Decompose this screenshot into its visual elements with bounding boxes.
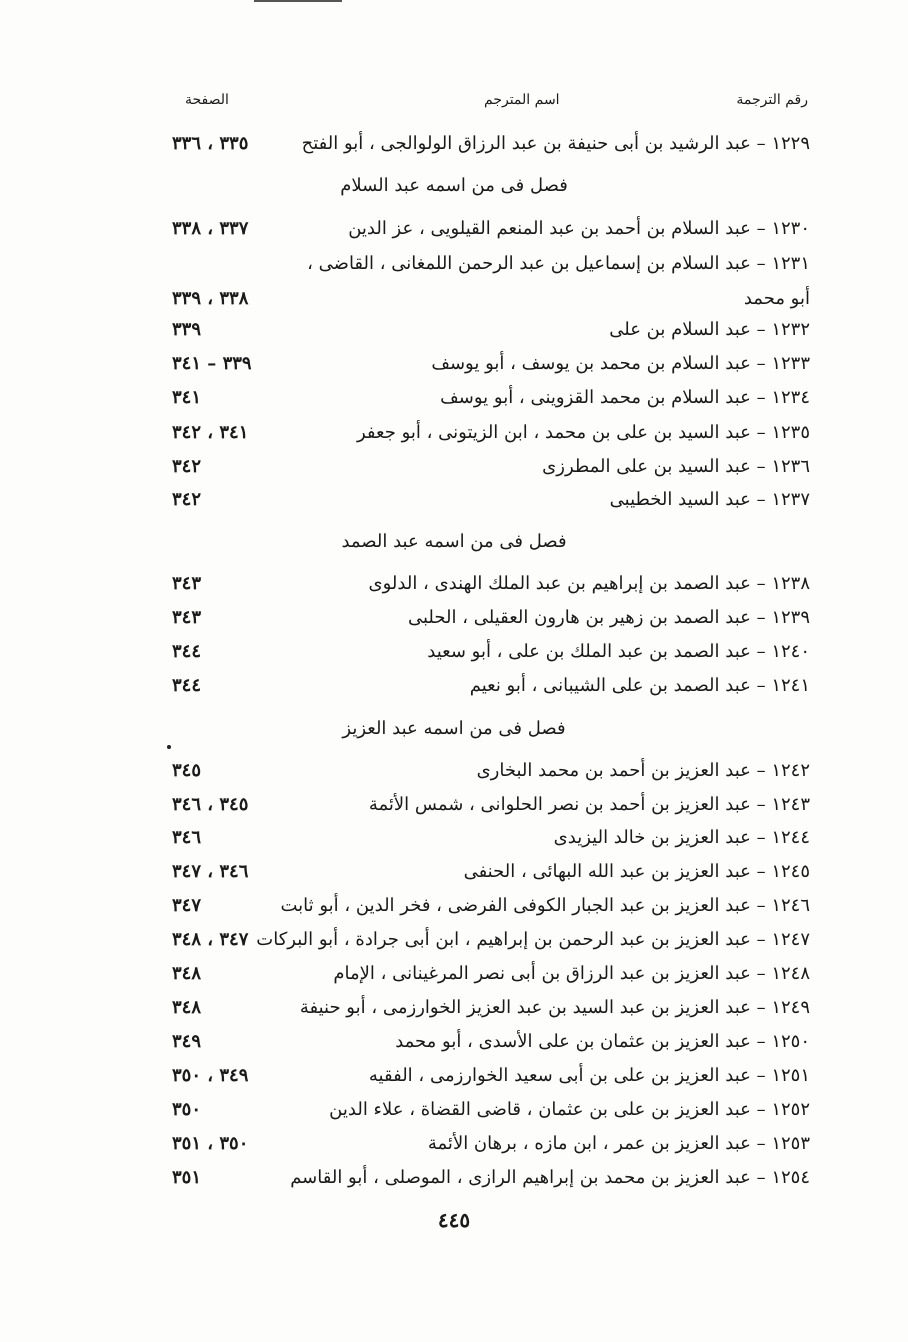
index-entry	[0, 314, 908, 346]
page-header: الصفحة	[185, 92, 229, 108]
index-entry	[0, 283, 908, 315]
index-entry	[0, 128, 908, 160]
entry-pages: ٣٤٤	[172, 641, 202, 662]
entry-pages: ٣٥١	[172, 1167, 202, 1188]
entry-name: ١٢٣٨ – عبد الصمد بن إبراهيم بن عبد الملك الهندى ، الدلوى	[368, 573, 810, 594]
entry-name: ١٢٤٥ – عبد العزيز بن عبد الله البهائى ، الحنفى	[463, 861, 810, 882]
ink-speck	[167, 745, 171, 749]
entry-name: ١٢٣٩ – عبد الصمد بن زهير بن هارون العقيلى ، الحلبى	[408, 607, 810, 628]
index-entry	[0, 602, 908, 634]
section-heading: فصل فى من اسمه عبد السلام	[340, 175, 568, 196]
index-entry	[0, 670, 908, 702]
index-entry	[0, 1162, 908, 1194]
entry-name: ١٢٢٩ – عبد الرشيد بن أبى حنيفة بن عبد الرزاق الولوالجى ، أبو الفتح	[301, 133, 810, 154]
index-entry	[0, 992, 908, 1024]
entry-name: أبو محمد	[743, 288, 810, 309]
entry-pages: ٣٤٢	[172, 456, 202, 477]
index-entry	[0, 789, 908, 821]
entry-pages: ٣٤٦	[172, 827, 202, 848]
entry-pages: ٣٣٨ ، ٣٣٩	[172, 288, 249, 309]
entry-name: ١٢٤٦ – عبد العزيز بن عبد الجبار الكوفى الفرضى ، فخر الدين ، أبو ثابت	[280, 895, 810, 916]
index-entry	[0, 636, 908, 668]
entry-pages: ٣٤٨	[172, 963, 202, 984]
entry-pages: ٣٤١ ، ٣٤٢	[172, 422, 249, 443]
index-entry	[0, 1094, 908, 1126]
entry-name: ١٢٤١ – عبد الصمد بن على الشيبانى ، أبو نعيم	[469, 675, 810, 696]
entry-pages: ٣٤٧	[172, 895, 202, 916]
index-entry	[0, 417, 908, 449]
index-entry	[0, 484, 908, 516]
entry-name: ١٢٤٢ – عبد العزيز بن أحمد بن محمد البخارى	[476, 760, 810, 781]
entry-name: ١٢٤٤ – عبد العزيز بن خالد اليزيدى	[553, 827, 810, 848]
entry-name: ١٢٣٢ – عبد السلام بن على	[609, 319, 810, 340]
entry-name: ١٢٥١ – عبد العزيز بن على بن أبى سعيد الخوارزمى ، الفقيه	[368, 1065, 810, 1086]
entry-pages: ٣٤٦ ، ٣٤٧	[172, 861, 249, 882]
entry-name: ١٢٤٣ – عبد العزيز بن أحمد بن نصر الحلوانى ، شمس الأئمة	[368, 794, 810, 815]
name-header: اسم المترجم	[484, 92, 560, 108]
entry-name: ١٢٤٠ – عبد الصمد بن عبد الملك بن على ، أبو سعيد	[427, 641, 810, 662]
entry-pages: ٣٣٩ – ٣٤١	[172, 353, 252, 374]
index-entry	[0, 755, 908, 787]
entry-name: ١٢٥٢ – عبد العزيز بن على بن عثمان ، قاضى القضاة ، علاء الدين	[329, 1099, 810, 1120]
entry-name: ١٢٣٠ – عبد السلام بن أحمد بن عبد المنعم القيلويى ، عز الدين	[348, 218, 810, 239]
entry-pages: ٣٤٣	[172, 607, 202, 628]
entry-pages: ٣٤٥	[172, 760, 202, 781]
entry-pages: ٣٣٥ ، ٣٣٦	[172, 133, 249, 154]
index-entry	[0, 890, 908, 922]
index-entry	[0, 1060, 908, 1092]
entry-name: ١٢٤٧ – عبد العزيز بن عبد الرحمن بن إبراهيم ، ابن أبى جرادة ، أبو البركات	[256, 929, 810, 950]
section-heading: فصل فى من اسمه عبد العزيز	[342, 718, 566, 739]
entry-name: ١٢٣٣ – عبد السلام بن محمد بن يوسف ، أبو يوسف	[431, 353, 810, 374]
entry-name: ١٢٣٧ – عبد السيد الخطيبى	[609, 489, 810, 510]
column-header	[0, 92, 908, 112]
entry-pages: ٣٣٩	[172, 319, 202, 340]
index-entry	[0, 568, 908, 600]
entry-name: ١٢٤٨ – عبد العزيز بن عبد الرزاق بن أبى نصر المرغينانى ، الإمام	[333, 963, 810, 984]
entry-pages: ٣٤٣	[172, 573, 202, 594]
entry-pages: ٣٤٩ ، ٣٥٠	[172, 1065, 249, 1086]
entry-pages: ٣٤٧ ، ٣٤٨	[172, 929, 249, 950]
entry-name: ١٢٥٤ – عبد العزيز بن محمد بن إبراهيم الرازى ، الموصلى ، أبو القاسم	[290, 1167, 810, 1188]
index-entry	[0, 1128, 908, 1160]
index-entry	[0, 382, 908, 414]
entry-pages: ٣٥٠ ، ٣٥١	[172, 1133, 249, 1154]
entry-name: ١٢٤٩ – عبد العزيز بن عبد السيد بن عبد العزيز الخوارزمى ، أبو حنيفة	[299, 997, 810, 1018]
index-entry	[0, 348, 908, 380]
index-entry	[0, 822, 908, 854]
entry-pages: ٣٣٧ ، ٣٣٨	[172, 218, 249, 239]
entry-name: ١٢٣١ – عبد السلام بن إسماعيل بن عبد الرحمن اللمغانى ، القاضى ،	[307, 253, 810, 274]
entry-name: ١٢٣٤ – عبد السلام بن محمد القزوينى ، أبو يوسف	[440, 387, 810, 408]
entry-name: ١٢٣٦ – عبد السيد بن على المطرزى	[542, 456, 810, 477]
entry-name: ١٢٥٠ – عبد العزيز بن عثمان بن على الأسدى ، أبو محمد	[395, 1031, 810, 1052]
entry-pages: ٣٤٢	[172, 489, 202, 510]
section-heading: فصل فى من اسمه عبد الصمد	[341, 531, 567, 552]
index-entry	[0, 213, 908, 245]
entry-pages: ٣٤١	[172, 387, 202, 408]
index-entry	[0, 451, 908, 483]
entry-pages: ٣٤٩	[172, 1031, 202, 1052]
entry-name: ١٢٥٣ – عبد العزيز بن عمر ، ابن مازه ، برهان الأئمة	[427, 1133, 810, 1154]
entry-pages: ٣٤٨	[172, 997, 202, 1018]
index-entry	[0, 1026, 908, 1058]
page-number: ٤٤٥	[437, 1208, 471, 1232]
index-entry	[0, 248, 908, 280]
index-entry	[0, 958, 908, 990]
index-entry	[0, 924, 908, 956]
entry-pages: ٣٥٠	[172, 1099, 202, 1120]
top-rule	[254, 0, 342, 2]
entry-name: ١٢٣٥ – عبد السيد بن على بن محمد ، ابن الزيتونى ، أبو جعفر	[357, 422, 810, 443]
entry-number-header: رقم الترجمة	[736, 92, 808, 108]
entry-pages: ٣٤٤	[172, 675, 202, 696]
entry-pages: ٣٤٥ ، ٣٤٦	[172, 794, 249, 815]
index-entry	[0, 856, 908, 888]
